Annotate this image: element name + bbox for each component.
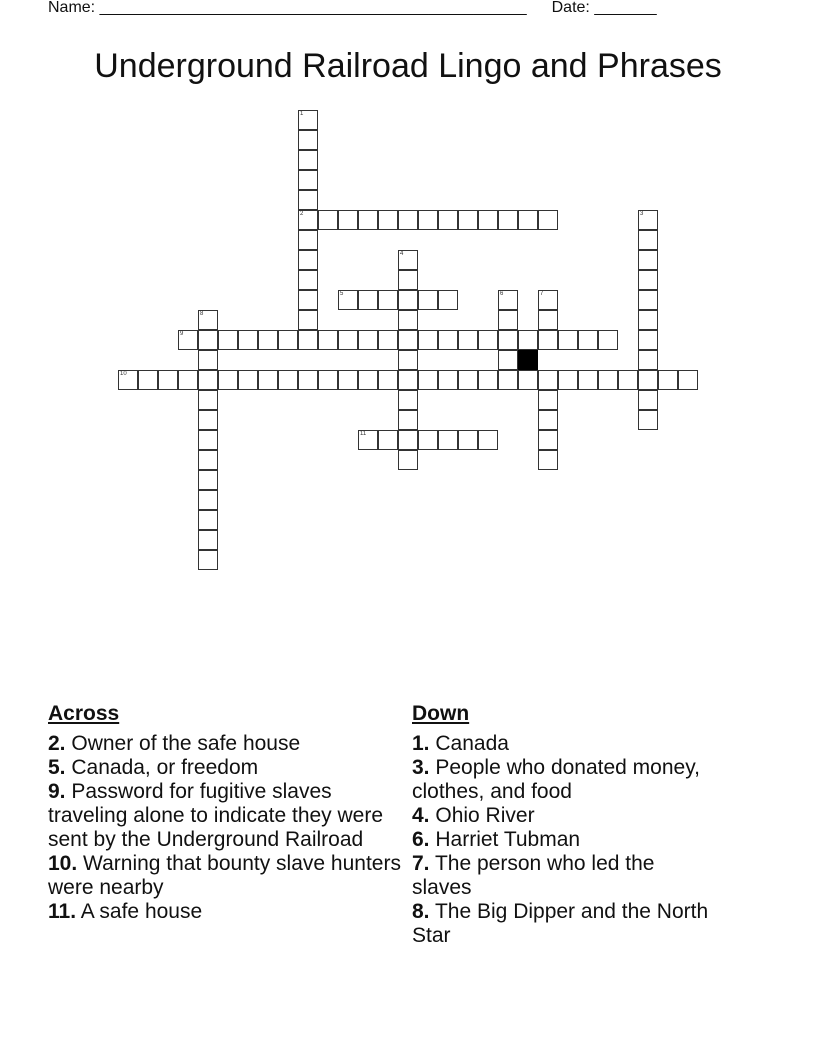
cell-number: 2: [300, 211, 304, 217]
grid-cell[interactable]: [458, 370, 478, 390]
grid-cell[interactable]: [518, 210, 538, 230]
grid-cell[interactable]: [318, 330, 338, 350]
cell-number: 4: [400, 251, 404, 257]
grid-cell[interactable]: [438, 370, 458, 390]
grid-cell[interactable]: [458, 430, 478, 450]
grid-block: [518, 350, 538, 370]
across-clue-list: [48, 732, 404, 924]
grid-cell[interactable]: [118, 370, 138, 390]
grid-cell[interactable]: [218, 330, 238, 350]
grid-cell[interactable]: [518, 370, 538, 390]
across-clue: [48, 780, 404, 852]
grid-cell[interactable]: [298, 150, 318, 170]
clue-number: 11.: [48, 900, 77, 923]
grid-cell[interactable]: [378, 430, 398, 450]
down-clue: [412, 732, 712, 756]
grid-cell[interactable]: [538, 370, 558, 390]
grid-cell[interactable]: [298, 310, 318, 330]
grid-cell[interactable]: [398, 430, 418, 450]
grid-cell[interactable]: [538, 330, 558, 350]
down-clue-list: [412, 732, 712, 948]
grid-cell[interactable]: [298, 230, 318, 250]
grid-cell[interactable]: [538, 410, 558, 430]
across-heading: Across: [48, 702, 120, 725]
grid-cell[interactable]: [338, 370, 358, 390]
grid-cell[interactable]: [638, 370, 658, 390]
grid-cell[interactable]: [198, 530, 218, 550]
grid-cell[interactable]: [298, 110, 318, 130]
grid-cell[interactable]: [198, 550, 218, 570]
cell-number: 11: [360, 431, 367, 437]
grid-cell[interactable]: [378, 370, 398, 390]
page-title: Underground Railroad Lingo and Phrases: [94, 47, 722, 85]
cell-number: 7: [540, 291, 544, 297]
grid-cell[interactable]: [398, 350, 418, 370]
grid-cell[interactable]: [538, 310, 558, 330]
name-blank[interactable]: ________________________________________________: [99, 0, 527, 16]
down-clue: [412, 852, 712, 900]
grid-cell[interactable]: [538, 210, 558, 230]
across-clue: [48, 852, 404, 900]
grid-cell[interactable]: [438, 290, 458, 310]
grid-cell[interactable]: [638, 210, 658, 230]
grid-cell[interactable]: [398, 390, 418, 410]
grid-cell[interactable]: [198, 490, 218, 510]
grid-cell[interactable]: [278, 370, 298, 390]
grid-cell[interactable]: [238, 370, 258, 390]
grid-cell[interactable]: [198, 370, 218, 390]
clue-number: 3.: [412, 756, 430, 779]
grid-cell[interactable]: [578, 370, 598, 390]
grid-cell[interactable]: [258, 330, 278, 350]
grid-cell[interactable]: [478, 210, 498, 230]
grid-cell[interactable]: [198, 350, 218, 370]
grid-cell[interactable]: [658, 370, 678, 390]
cell-number: 10: [120, 371, 127, 377]
clue-text: Password for fugitive slaves traveling alone to indicate they were sent by the Underground Railroad: [48, 780, 384, 851]
grid-cell[interactable]: [498, 290, 518, 310]
grid-cell[interactable]: [278, 330, 298, 350]
grid-cell[interactable]: [358, 290, 378, 310]
grid-cell[interactable]: [158, 370, 178, 390]
clue-number: 10.: [48, 852, 78, 875]
grid-cell[interactable]: [438, 430, 458, 450]
grid-cell[interactable]: [298, 250, 318, 270]
across-clues: [48, 700, 404, 924]
grid-cell[interactable]: [258, 370, 278, 390]
grid-cell[interactable]: [398, 330, 418, 350]
clue-text: Owner of the safe house: [71, 732, 301, 755]
clue-text: The person who led the slaves: [412, 852, 655, 899]
grid-cell[interactable]: [298, 270, 318, 290]
grid-cell[interactable]: [538, 430, 558, 450]
clue-number: 7.: [412, 852, 430, 875]
grid-cell[interactable]: [318, 370, 338, 390]
grid-cell[interactable]: [438, 330, 458, 350]
down-heading: Down: [412, 702, 470, 725]
date-blank[interactable]: _______: [594, 0, 657, 16]
grid-cell[interactable]: [518, 330, 538, 350]
clue-text: People who donated money, clothes, and food: [412, 756, 700, 803]
grid-cell[interactable]: [378, 210, 398, 230]
grid-cell[interactable]: [398, 270, 418, 290]
grid-cell[interactable]: [398, 310, 418, 330]
grid-cell[interactable]: [538, 290, 558, 310]
grid-cell[interactable]: [638, 310, 658, 330]
clue-text: Canada: [435, 732, 509, 755]
grid-cell[interactable]: [398, 410, 418, 430]
clue-text: Canada, or freedom: [71, 756, 259, 779]
clue-text: Ohio River: [435, 804, 535, 827]
grid-cell[interactable]: [638, 290, 658, 310]
grid-cell[interactable]: [358, 210, 378, 230]
grid-cell[interactable]: [338, 290, 358, 310]
grid-cell[interactable]: [338, 330, 358, 350]
name-label: Name:: [48, 0, 96, 16]
clue-number: 4.: [412, 804, 430, 827]
grid-cell[interactable]: [618, 370, 638, 390]
grid-cell[interactable]: [638, 350, 658, 370]
grid-cell[interactable]: [198, 450, 218, 470]
grid-cell[interactable]: [638, 230, 658, 250]
grid-cell[interactable]: [538, 390, 558, 410]
clue-number: 1.: [412, 732, 430, 755]
down-clue: [412, 900, 712, 948]
grid-cell[interactable]: [178, 370, 198, 390]
grid-cell[interactable]: [678, 370, 698, 390]
grid-cell[interactable]: [338, 210, 358, 230]
cell-number: 6: [500, 291, 504, 297]
grid-cell[interactable]: [418, 330, 438, 350]
grid-cell[interactable]: [558, 330, 578, 350]
grid-cell[interactable]: [478, 430, 498, 450]
grid-cell[interactable]: [298, 130, 318, 150]
date-label: Date:: [551, 0, 590, 16]
grid-cell[interactable]: [318, 210, 338, 230]
grid-cell[interactable]: [418, 370, 438, 390]
grid-cell[interactable]: [498, 350, 518, 370]
grid-cell[interactable]: [298, 370, 318, 390]
cell-number: 5: [340, 291, 344, 297]
cell-number: 9: [180, 331, 184, 337]
grid-cell[interactable]: [198, 410, 218, 430]
grid-cell[interactable]: [358, 330, 378, 350]
grid-cell[interactable]: [498, 330, 518, 350]
grid-cell[interactable]: [198, 310, 218, 330]
clue-number: 5.: [48, 756, 66, 779]
grid-cell[interactable]: [578, 330, 598, 350]
grid-cell[interactable]: [598, 370, 618, 390]
clue-number: 9.: [48, 780, 66, 803]
clue-text: A safe house: [80, 900, 203, 923]
grid-cell[interactable]: [558, 370, 578, 390]
clue-text: The Big Dipper and the North Star: [412, 900, 709, 947]
grid-cell[interactable]: [378, 290, 398, 310]
grid-cell[interactable]: [598, 330, 618, 350]
grid-cell[interactable]: [198, 330, 218, 350]
grid-cell[interactable]: [198, 470, 218, 490]
across-clue: [48, 900, 404, 924]
grid-cell[interactable]: [218, 370, 238, 390]
grid-cell[interactable]: [638, 410, 658, 430]
cell-number: 8: [200, 311, 204, 317]
grid-cell[interactable]: [438, 210, 458, 230]
cell-number: 3: [640, 211, 644, 217]
grid-cell[interactable]: [638, 390, 658, 410]
clue-number: 6.: [412, 828, 430, 851]
clue-number: 2.: [48, 732, 66, 755]
grid-cell[interactable]: [198, 430, 218, 450]
grid-cell[interactable]: [298, 330, 318, 350]
grid-cell[interactable]: [498, 210, 518, 230]
grid-cell[interactable]: [638, 270, 658, 290]
grid-cell[interactable]: [358, 430, 378, 450]
grid-cell[interactable]: [178, 330, 198, 350]
grid-cell[interactable]: [298, 190, 318, 210]
grid-cell[interactable]: [458, 330, 478, 350]
grid-cell[interactable]: [538, 450, 558, 470]
grid-cell[interactable]: [398, 250, 418, 270]
grid-cell[interactable]: [418, 210, 438, 230]
grid-cell[interactable]: [378, 330, 398, 350]
down-clue: [412, 756, 712, 804]
down-clue: [412, 804, 712, 828]
grid-cell[interactable]: [398, 210, 418, 230]
across-clue: [48, 732, 404, 756]
down-clues: [412, 700, 712, 948]
grid-cell[interactable]: [198, 510, 218, 530]
grid-cell[interactable]: [398, 370, 418, 390]
across-clue: [48, 756, 404, 780]
grid-cell[interactable]: [418, 290, 438, 310]
grid-cell[interactable]: [298, 170, 318, 190]
grid-cell[interactable]: [298, 210, 318, 230]
grid-cell[interactable]: [498, 310, 518, 330]
grid-cell[interactable]: [418, 430, 438, 450]
grid-cell[interactable]: [138, 370, 158, 390]
grid-cell[interactable]: [298, 290, 318, 310]
grid-cell[interactable]: [238, 330, 258, 350]
grid-cell[interactable]: [198, 390, 218, 410]
clue-text: Harriet Tubman: [435, 828, 581, 851]
down-clue: [412, 828, 712, 852]
grid-cell[interactable]: [358, 370, 378, 390]
grid-cell[interactable]: [478, 330, 498, 350]
grid-cell[interactable]: [398, 450, 418, 470]
cell-number: 1: [300, 111, 304, 117]
grid-cell[interactable]: [458, 210, 478, 230]
grid-cell[interactable]: [498, 370, 518, 390]
grid-cell[interactable]: [638, 250, 658, 270]
clue-text: Warning that bounty slave hunters were nearby: [48, 852, 401, 899]
grid-cell[interactable]: [478, 370, 498, 390]
clue-number: 8.: [412, 900, 430, 923]
grid-cell[interactable]: [638, 330, 658, 350]
grid-cell[interactable]: [398, 290, 418, 310]
